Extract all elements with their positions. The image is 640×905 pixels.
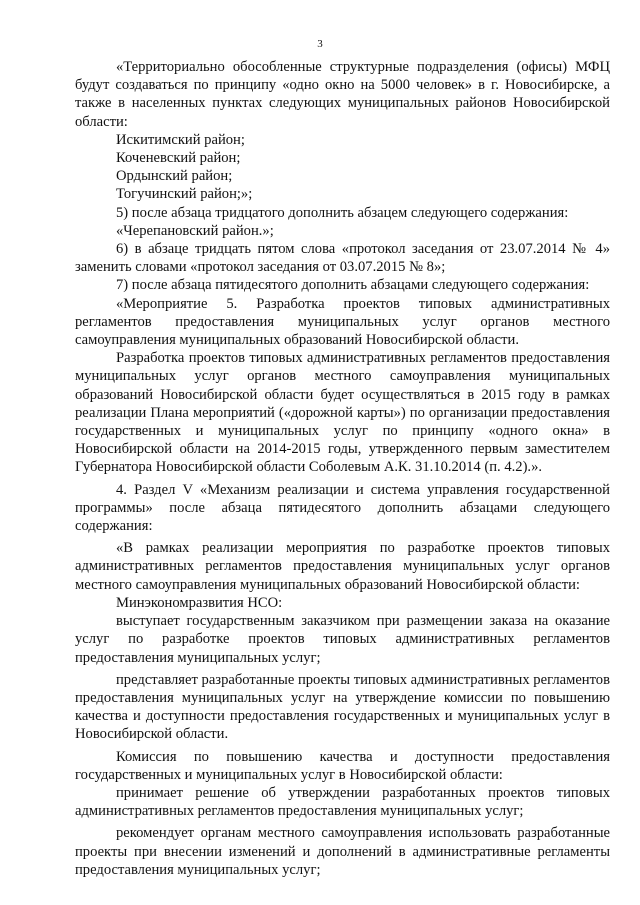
paragraph-district-kochenevsky: Коченевский район;: [116, 150, 241, 167]
paragraph-item-5: 5) после абзаца тридцатого дополнить абзацем следующего содержания:: [116, 204, 569, 221]
paragraph-district-iskitimsky: Искитимский район;: [116, 131, 245, 148]
paragraph-ministry: Минэкономразвития НСО:: [116, 594, 283, 611]
paragraph-item-6: 6) в абзаце тридцать пятом слова «протокол заседания от 23.07.2014 № 4» заменить словами «протокол заседания от 03.07.2015 № 8»;: [75, 241, 610, 276]
paragraph-commission-recommends: рекомендует органам местного самоуправления использовать разработанные проекты при внесении изменений и дополнений в административные регламенты предоставления муниципальных услуг;: [75, 825, 610, 878]
paragraph-district-toguchinsky: Тогучинский район;»;: [116, 186, 253, 203]
paragraph-section-v: 4. Раздел V «Механизм реализации и система управления государственной программы» после абзаца пятидесятого дополнить абзацами следующего содержания:: [75, 481, 610, 535]
paragraph-item-7: 7) после абзаца пятидесятого дополнить абзацами следующего содержания:: [116, 277, 590, 294]
paragraph-mfc-offices: «Территориально обособленные структурные подразделения (офисы) МФЦ будут создаваться по принципу «одно окно на 5000 человек» в г. Новосибирске, а также в населенных пунктах следующих муниципальных районов Новосибирской области:: [75, 59, 610, 130]
paragraph-district-cherepanovsky: «Черепановский район.»;: [116, 222, 274, 239]
page-number: 3: [317, 38, 323, 50]
paragraph-commission-decides: принимает решение об утверждении разработанных проектов типовых административных регламентов предоставления муниципальных услуг;: [75, 784, 610, 820]
paragraph-within-measure: «В рамках реализации мероприятия по разработке проектов типовых административных регламентов предоставления муниципальных услуг органов местного самоуправления муниципальных образований Новосибирской области:: [75, 540, 610, 593]
paragraph-measure-5: «Мероприятие 5. Разработка проектов типовых административных регламентов предоставления муниципальных услуг органов местного самоуправления муниципальных образований Новосибирской области.: [75, 295, 610, 349]
paragraph-ministry-customer: выступает государственным заказчиком при размещении заказа на оказание услуг по разработке проектов типовых административных регламентов предоставления муниципальных услуг;: [75, 613, 610, 666]
paragraph-ministry-submits: представляет разработанные проекты типовых административных регламентов предоставления муниципальных услуг на утверждение комиссии по повышению качества и доступности предоставления государственных и муниципальных услуг в Новосибирской области.: [75, 671, 610, 743]
document-body: [75, 58, 610, 879]
paragraph-measure-5-details: Разработка проектов типовых административных регламентов предоставления муниципальных услуг органов местного самоуправления муниципальных образований Новосибирской области будет осуществляться в 2015 году в рамках реализации Плана мероприятий («дорожной карты») по организации предоставления государственных и муниципальных услуг по принципу «одного окна» в Новосибирской области на 2014-2015 годы, утвержденного первым заместителем Губернатора Новосибирской области Соболевым А.К. 31.10.2014 (п. 4.2).».: [75, 350, 610, 476]
paragraph-district-ordynsky: Ордынский район;: [116, 168, 233, 185]
paragraph-commission: Комиссия по повышению качества и доступности предоставления государственных и муниципальных услуг в Новосибирской области:: [75, 748, 610, 783]
